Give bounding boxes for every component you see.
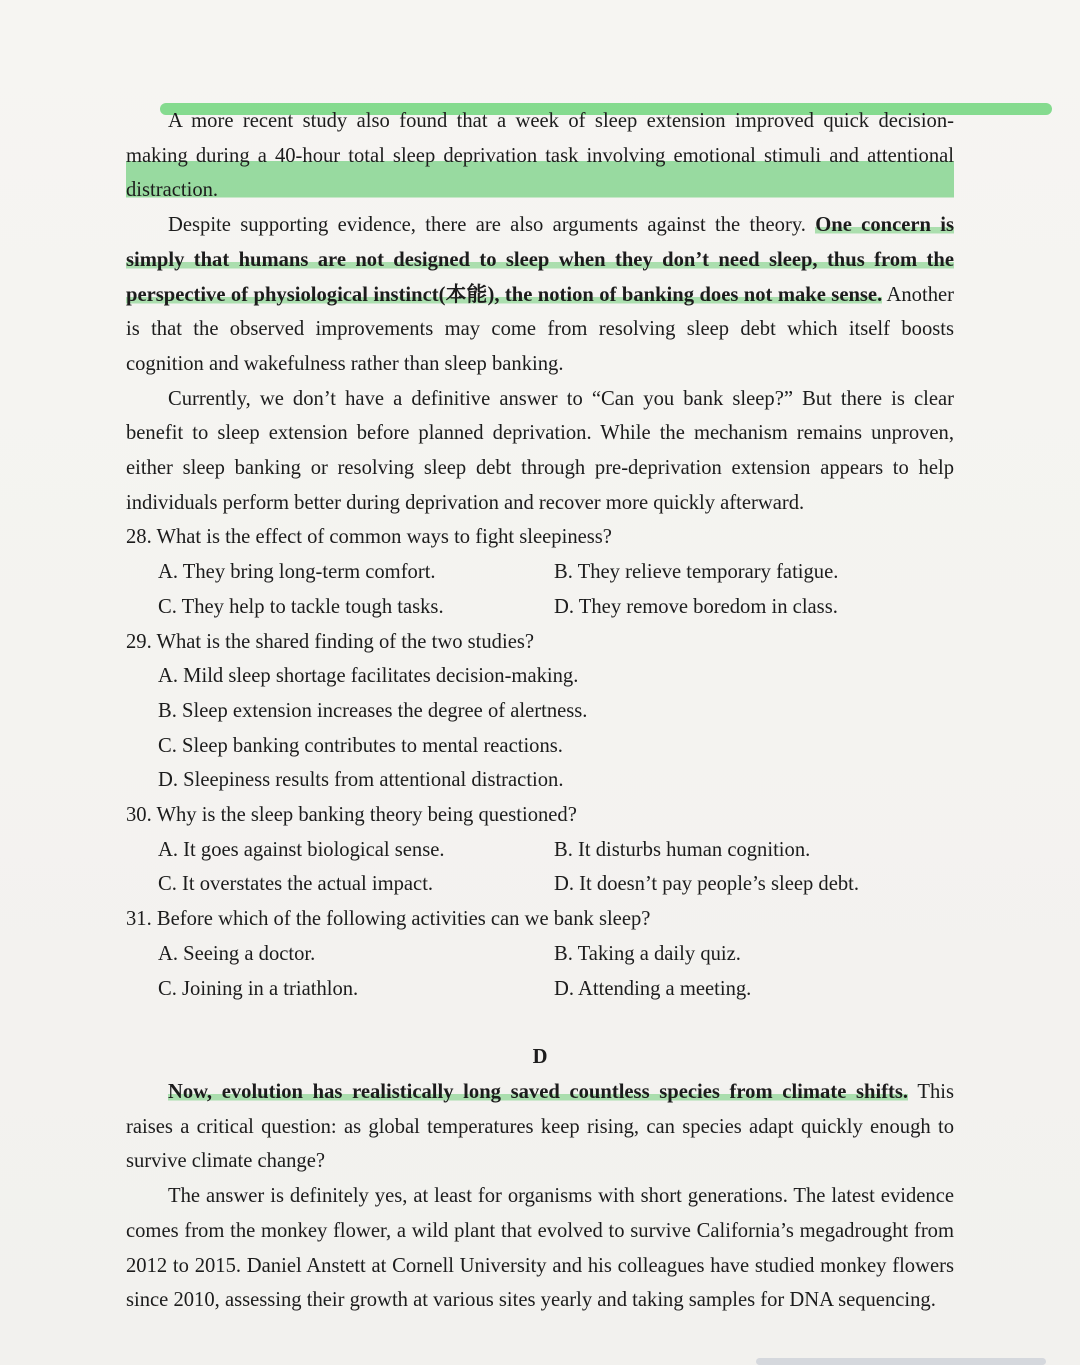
option-a[interactable]: A. It goes against biological sense. [158, 838, 445, 861]
passage-d-paragraph-2: The answer is definitely yes, at least for organisms with short generations. The latest evidence comes from the monkey flower, a wild plant that evolved to survive California’s megadrought from 2012 to 2015. Daniel Anstett at Cornell University and his colleagues have studied monkey flowers since 2010, assessing their growth at various sites yearly and taking samples for DNA sequencing. [126, 1185, 954, 1312]
highlighted-concern: One concern is simply that humans are not designed to sleep when they don’t need sleep, thus from the perspective of physiological instinct(本能), the notion of banking does not make sense. [126, 214, 954, 306]
passage-c-paragraph-3: Currently, we don’t have a definitive answer to “Can you bank sleep?” But there is clear benefit to sleep extension before planned deprivation. While the mechanism remains unproven, either sleep banking or resolving sleep debt through pre-deprivation extension appears to help individuals perform better during deprivation and recover more quickly afterward. [126, 387, 954, 514]
exam-content [126, 104, 954, 1318]
highlighted-sentence: Now, evolution has realistically long saved countless species from climate shifts. [168, 1080, 909, 1103]
paragraph-2-rest: Another is that the observed improvements may come from resolving sleep debt which itself boosts cognition and wakefulness rather than sleep banking. [126, 283, 954, 375]
option-b[interactable]: B. They relieve temporary fatigue. [554, 561, 839, 584]
option-b[interactable]: B. Taking a daily quiz. [554, 942, 741, 965]
option-a[interactable]: A. Mild sleep shortage facilitates decision-making. [158, 665, 579, 688]
option-d[interactable]: D. It doesn’t pay people’s sleep debt. [554, 873, 860, 896]
question-stem: 29. What is the shared finding of the two studies? [126, 630, 534, 653]
paragraph-2-intro: Despite supporting evidence, there are also arguments against the theory. [168, 214, 816, 237]
section-heading: D [532, 1046, 548, 1069]
question-28 [126, 520, 954, 624]
option-c[interactable]: C. It overstates the actual impact. [158, 873, 434, 896]
option-d[interactable]: D. Attending a meeting. [554, 977, 752, 1000]
question-30 [126, 798, 954, 902]
option-c[interactable]: C. They help to tackle tough tasks. [158, 595, 444, 618]
option-a[interactable]: A. Seeing a doctor. [158, 942, 316, 965]
option-d[interactable]: D. Sleepiness results from attentional distraction. [158, 769, 564, 792]
question-stem: 31. Before which of the following activities can we bank sleep? [126, 908, 651, 931]
option-c[interactable]: C. Sleep banking contributes to mental reactions. [158, 734, 563, 757]
question-29 [126, 625, 954, 799]
question-stem: 28. What is the effect of common ways to fight sleepiness? [126, 526, 612, 549]
question-stem: 30. Why is the sleep banking theory being questioned? [126, 804, 577, 827]
option-c[interactable]: C. Joining in a triathlon. [158, 977, 359, 1000]
option-b[interactable]: B. It disturbs human cognition. [554, 838, 811, 861]
option-d[interactable]: D. They remove boredom in class. [554, 595, 838, 618]
passage-c-paragraph-1: A more recent study also found that a week of sleep extension improved quick decision-making during a 40-hour total sleep deprivation task involving emotional stimuli and attentional distraction. [126, 104, 954, 208]
scan-artifact [756, 1358, 1046, 1365]
question-31 [126, 902, 954, 1006]
option-a[interactable]: A. They bring long-term comfort. [158, 561, 436, 584]
passage-d-paragraph-1 [126, 1075, 954, 1179]
paragraph-1-rest: This raises a critical question: as global temperatures keep rising, can species adapt quickly enough to survive climate change? [126, 1080, 955, 1173]
option-b[interactable]: B. Sleep extension increases the degree of alertness. [158, 699, 588, 722]
passage-c-paragraph-2 [126, 208, 954, 382]
